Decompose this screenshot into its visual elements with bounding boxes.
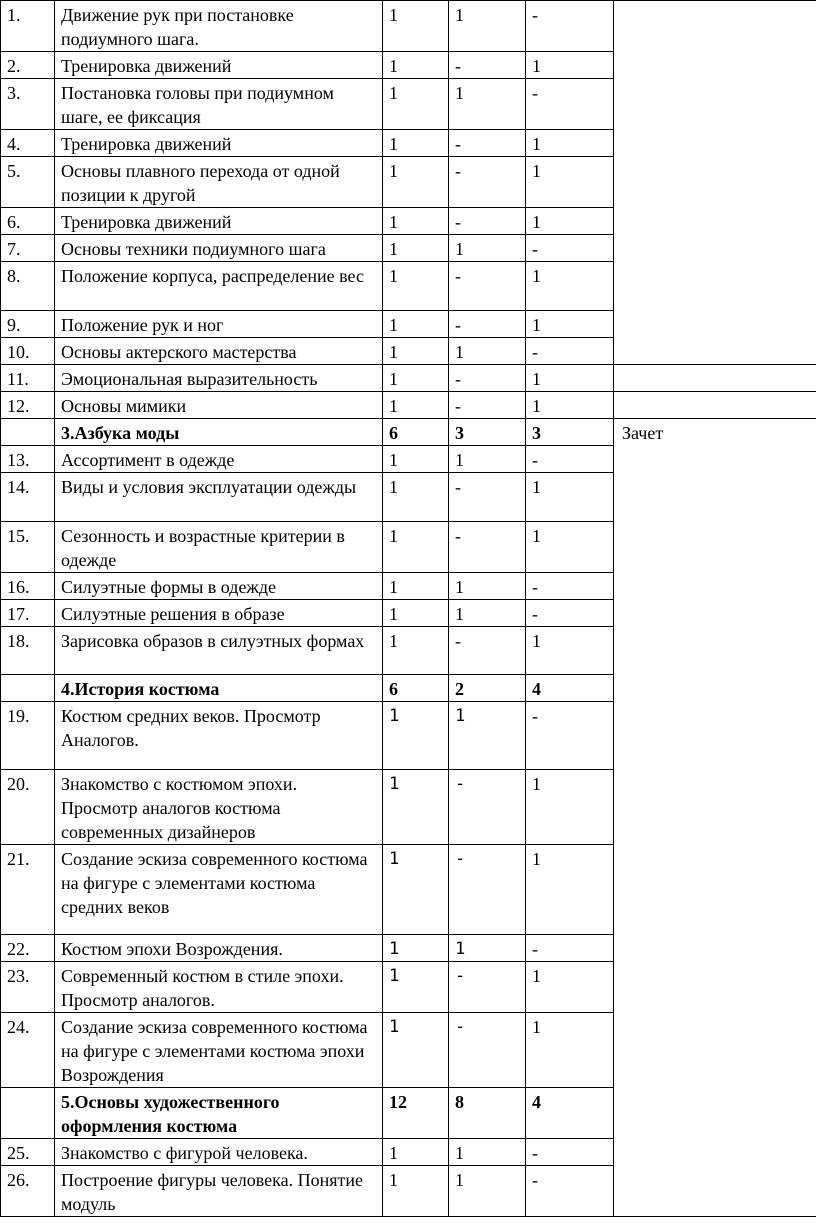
cell-theory: 1 [449, 235, 526, 262]
cell-name: Положение корпуса, распределение вес [55, 262, 383, 311]
cell-num: 9. [1, 311, 55, 338]
cell-num: 13. [1, 446, 55, 473]
cell-total: 1 [383, 962, 449, 1013]
cell-total: 1 [383, 600, 449, 627]
cell-num: 26. [1, 1166, 55, 1217]
cell-theory: - [449, 1013, 526, 1088]
cell-name: Основы актерского мастерства [55, 338, 383, 365]
cell-theory: 1 [449, 702, 526, 770]
cell-num: 23. [1, 962, 55, 1013]
cell-total: 1 [383, 392, 449, 419]
cell-theory: - [449, 627, 526, 675]
cell-num: 22. [1, 935, 55, 962]
cell-name: Движение рук при постановке подиумного шага. [55, 1, 383, 52]
cell-theory: - [449, 365, 526, 392]
cell-name: Создание эскиза современного костюма на фигуре с элементами костюма эпохи Возрождения [55, 1013, 383, 1088]
cell-num: 18. [1, 627, 55, 675]
cell-theory: - [449, 130, 526, 157]
cell-total: 1 [383, 338, 449, 365]
cell-name: Тренировка движений [55, 52, 383, 79]
cell-name: Силуэтные формы в одежде [55, 573, 383, 600]
cell-total: 1 [383, 79, 449, 130]
cell-practice: - [526, 702, 614, 770]
cell-practice: 1 [526, 522, 614, 573]
cell-theory: 3 [449, 419, 526, 446]
cell-practice: - [526, 935, 614, 962]
cell-total: 6 [383, 675, 449, 702]
cell-theory: - [449, 157, 526, 208]
cell-practice: 1 [526, 962, 614, 1013]
cell-practice: 1 [526, 627, 614, 675]
cell-theory: - [449, 208, 526, 235]
cell-total: 1 [383, 157, 449, 208]
cell-practice: 1 [526, 157, 614, 208]
cell-total: 1 [383, 52, 449, 79]
cell-num: 11. [1, 365, 55, 392]
table-row [1, 365, 816, 392]
cell-name: 5.Основы художественного оформления костюма [55, 1088, 383, 1139]
cell-control: Зачет [614, 419, 816, 1217]
cell-total: 1 [383, 522, 449, 573]
cell-name: Эмоциональная выразительность [55, 365, 383, 392]
cell-practice: 3 [526, 419, 614, 446]
cell-theory: 1 [449, 446, 526, 473]
cell-num: 8. [1, 262, 55, 311]
cell-practice: - [526, 338, 614, 365]
cell-total: 1 [383, 208, 449, 235]
cell-name: Постановка головы при подиумном шаге, ее фиксация [55, 79, 383, 130]
cell-control [614, 1, 816, 365]
cell-theory: - [449, 311, 526, 338]
cell-practice: - [526, 1166, 614, 1217]
cell-num: 6. [1, 208, 55, 235]
cell-theory: 1 [449, 1139, 526, 1166]
cell-name: Создание эскиза современного костюма на фигуре с элементами костюма средних веков [55, 845, 383, 935]
cell-practice: 1 [526, 770, 614, 845]
cell-total: 1 [383, 1, 449, 52]
cell-theory: 1 [449, 600, 526, 627]
cell-total: 1 [383, 130, 449, 157]
cell-practice: 1 [526, 262, 614, 311]
cell-theory: - [449, 770, 526, 845]
cell-total: 1 [383, 311, 449, 338]
cell-num: 12. [1, 392, 55, 419]
table-row [1, 1, 816, 52]
cell-practice: 1 [526, 365, 614, 392]
cell-name: Сезонность и возрастные критерии в одежде [55, 522, 383, 573]
cell-total: 1 [383, 446, 449, 473]
cell-name: Силуэтные решения в образе [55, 600, 383, 627]
cell-theory: - [449, 522, 526, 573]
cell-name: Виды и условия эксплуатации одежды [55, 473, 383, 522]
cell-theory: 1 [449, 935, 526, 962]
cell-name: Построение фигуры человека. Понятие модуль [55, 1166, 383, 1217]
cell-total: 1 [383, 1166, 449, 1217]
cell-theory: 1 [449, 1166, 526, 1217]
cell-name: Основы плавного перехода от одной позиции к другой [55, 157, 383, 208]
cell-num: 5. [1, 157, 55, 208]
cell-theory: - [449, 473, 526, 522]
cell-name: Основы мимики [55, 392, 383, 419]
cell-total: 12 [383, 1088, 449, 1139]
cell-practice: 1 [526, 130, 614, 157]
cell-num: 17. [1, 600, 55, 627]
cell-total: 6 [383, 419, 449, 446]
cell-num: 24. [1, 1013, 55, 1088]
cell-practice: 1 [526, 845, 614, 935]
cell-theory: 2 [449, 675, 526, 702]
cell-num: 4. [1, 130, 55, 157]
cell-num: 7. [1, 235, 55, 262]
cell-total: 1 [383, 262, 449, 311]
cell-practice: - [526, 600, 614, 627]
cell-theory: - [449, 845, 526, 935]
cell-theory: - [449, 392, 526, 419]
cell-num: 10. [1, 338, 55, 365]
cell-num [1, 675, 55, 702]
cell-num [1, 1088, 55, 1139]
cell-practice: - [526, 1, 614, 52]
cell-name: Положение рук и ног [55, 311, 383, 338]
cell-num [1, 419, 55, 446]
cell-num: 25. [1, 1139, 55, 1166]
cell-total: 1 [383, 1013, 449, 1088]
cell-total: 1 [383, 235, 449, 262]
cell-total: 1 [383, 573, 449, 600]
cell-num: 15. [1, 522, 55, 573]
cell-total: 1 [383, 702, 449, 770]
cell-name: Тренировка движений [55, 208, 383, 235]
cell-practice: - [526, 235, 614, 262]
cell-theory: - [449, 262, 526, 311]
cell-theory: 8 [449, 1088, 526, 1139]
cell-practice: - [526, 573, 614, 600]
table-body [1, 1, 816, 1217]
cell-theory: - [449, 962, 526, 1013]
cell-practice: - [526, 1139, 614, 1166]
cell-name: Основы техники подиумного шага [55, 235, 383, 262]
cell-practice: - [526, 446, 614, 473]
cell-num: 20. [1, 770, 55, 845]
cell-name: 3.Азбука моды [55, 419, 383, 446]
cell-name: Зарисовка образов в силуэтных формах [55, 627, 383, 675]
cell-total: 1 [383, 473, 449, 522]
cell-theory: 1 [449, 338, 526, 365]
cell-practice: 1 [526, 311, 614, 338]
cell-total: 1 [383, 1139, 449, 1166]
cell-name: 4.История костюма [55, 675, 383, 702]
cell-name: Знакомство с фигурой человека. [55, 1139, 383, 1166]
cell-control [614, 365, 816, 392]
cell-name: Современный костюм в стиле эпохи. Просмотр аналогов. [55, 962, 383, 1013]
cell-name: Ассортимент в одежде [55, 446, 383, 473]
cell-name: Тренировка движений [55, 130, 383, 157]
cell-total: 1 [383, 365, 449, 392]
cell-practice: 1 [526, 1013, 614, 1088]
table-row [1, 392, 816, 419]
cell-practice: 1 [526, 52, 614, 79]
cell-total: 1 [383, 627, 449, 675]
cell-name: Костюм средних веков. Просмотр Аналогов. [55, 702, 383, 770]
cell-control [614, 392, 816, 419]
cell-practice: - [526, 79, 614, 130]
cell-total: 1 [383, 770, 449, 845]
cell-practice: 1 [526, 208, 614, 235]
cell-num: 2. [1, 52, 55, 79]
cell-num: 21. [1, 845, 55, 935]
cell-theory: - [449, 52, 526, 79]
cell-num: 19. [1, 702, 55, 770]
cell-theory: 1 [449, 79, 526, 130]
cell-total: 1 [383, 935, 449, 962]
cell-practice: 1 [526, 473, 614, 522]
cell-num: 14. [1, 473, 55, 522]
cell-num: 1. [1, 1, 55, 52]
cell-theory: 1 [449, 573, 526, 600]
cell-practice: 4 [526, 675, 614, 702]
cell-total: 1 [383, 845, 449, 935]
cell-name: Костюм эпохи Возрождения. [55, 935, 383, 962]
cell-practice: 4 [526, 1088, 614, 1139]
cell-practice: 1 [526, 392, 614, 419]
cell-num: 16. [1, 573, 55, 600]
cell-theory: 1 [449, 1, 526, 52]
cell-name: Знакомство с костюмом эпохи. Просмотр аналогов костюма современных дизайнеров [55, 770, 383, 845]
cell-num: 3. [1, 79, 55, 130]
table-row [1, 419, 816, 446]
